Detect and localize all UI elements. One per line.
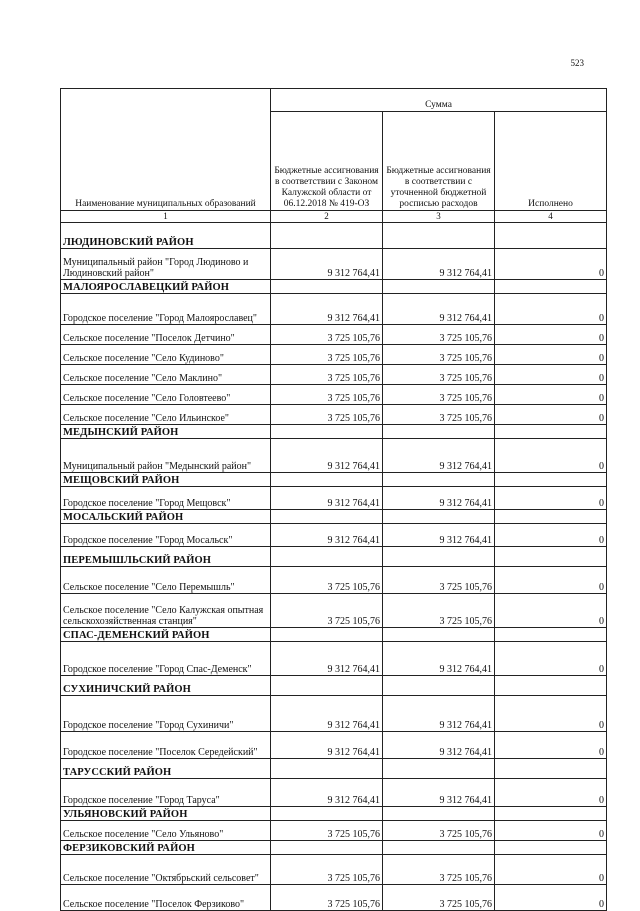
municipality-name: Сельское поселение "Село Маклино" [61,365,271,385]
revised-allocation-value: 9 312 764,41 [383,487,495,510]
table-row [61,855,607,885]
law-allocation-value: 3 725 105,76 [271,594,383,628]
municipality-name: Муниципальный район "Город Людиново и Людиновский район" [61,249,271,280]
table-row [61,385,607,405]
table-row [61,249,607,280]
executed-value: 0 [495,487,607,510]
municipality-name: Городское поселение "Поселок Середейский" [61,732,271,759]
table-row [61,821,607,841]
district-name: ФЕРЗИКОВСКИЙ РАЙОН [61,841,271,855]
executed-value: 0 [495,821,607,841]
empty-cell [271,223,383,249]
empty-cell [383,807,495,821]
executed-value: 0 [495,594,607,628]
revised-allocation-value: 9 312 764,41 [383,732,495,759]
executed-value: 0 [495,405,607,425]
municipality-name: Сельское поселение "Село Ильинское" [61,405,271,425]
empty-cell [271,628,383,642]
empty-cell [271,280,383,294]
table-row [61,779,607,807]
table-row [61,885,607,911]
empty-cell [271,510,383,524]
law-allocation-value: 3 725 105,76 [271,821,383,841]
empty-cell [495,807,607,821]
empty-cell [383,841,495,855]
law-allocation-value: 3 725 105,76 [271,365,383,385]
law-allocation-value: 9 312 764,41 [271,294,383,325]
law-allocation-value: 9 312 764,41 [271,487,383,510]
revised-allocation-value: 3 725 105,76 [383,885,495,911]
municipality-name: Муниципальный район "Медынский район" [61,439,271,473]
district-row [61,547,607,567]
law-allocation-value: 9 312 764,41 [271,249,383,280]
empty-cell [495,425,607,439]
district-name: МЕДЫНСКИЙ РАЙОН [61,425,271,439]
executed-value: 0 [495,732,607,759]
table-row [61,405,607,425]
revised-allocation-value: 3 725 105,76 [383,365,495,385]
empty-cell [271,759,383,779]
municipality-name: Сельское поселение "Октябрьский сельсовет" [61,855,271,885]
empty-cell [271,676,383,696]
empty-cell [383,676,495,696]
executed-value: 0 [495,567,607,594]
revised-allocation-value: 3 725 105,76 [383,385,495,405]
empty-cell [495,473,607,487]
law-allocation-value: 3 725 105,76 [271,855,383,885]
header-revised-allocations: Бюджетные ассигнования в соответствии с уточненной бюджетной росписью расходов [383,112,495,211]
empty-cell [271,473,383,487]
table-row [61,487,607,510]
district-name: МОСАЛЬСКИЙ РАЙОН [61,510,271,524]
executed-value: 0 [495,439,607,473]
empty-cell [383,759,495,779]
executed-value: 0 [495,779,607,807]
executed-value: 0 [495,249,607,280]
law-allocation-value: 3 725 105,76 [271,405,383,425]
law-allocation-value: 3 725 105,76 [271,325,383,345]
executed-value: 0 [495,325,607,345]
revised-allocation-value: 3 725 105,76 [383,855,495,885]
executed-value: 0 [495,855,607,885]
municipality-name: Сельское поселение "Село Головтеево" [61,385,271,405]
law-allocation-value: 9 312 764,41 [271,779,383,807]
law-allocation-value: 9 312 764,41 [271,439,383,473]
revised-allocation-value: 9 312 764,41 [383,249,495,280]
district-row [61,841,607,855]
empty-cell [271,807,383,821]
district-row [61,628,607,642]
district-row [61,759,607,779]
table-body [61,223,607,911]
empty-cell [495,510,607,524]
revised-allocation-value: 3 725 105,76 [383,345,495,365]
revised-allocation-value: 3 725 105,76 [383,405,495,425]
municipality-name: Городское поселение "Город Таруса" [61,779,271,807]
municipality-name: Городское поселение "Город Малоярославец" [61,294,271,325]
empty-cell [383,510,495,524]
empty-cell [495,280,607,294]
empty-cell [495,223,607,249]
municipality-name: Сельское поселение "Поселок Ферзиково" [61,885,271,911]
revised-allocation-value: 9 312 764,41 [383,294,495,325]
municipality-name: Сельское поселение "Поселок Детчино" [61,325,271,345]
district-row [61,510,607,524]
table-row [61,642,607,676]
revised-allocation-value: 9 312 764,41 [383,696,495,732]
executed-value: 0 [495,294,607,325]
empty-cell [383,280,495,294]
empty-cell [383,628,495,642]
law-allocation-value: 9 312 764,41 [271,732,383,759]
table-row [61,365,607,385]
district-name: ПЕРЕМЫШЛЬСКИЙ РАЙОН [61,547,271,567]
district-name: СПАС-ДЕМЕНСКИЙ РАЙОН [61,628,271,642]
district-name: ТАРУССКИЙ РАЙОН [61,759,271,779]
table-row [61,439,607,473]
empty-cell [495,628,607,642]
executed-value: 0 [495,885,607,911]
municipality-name: Городское поселение "Город Мосальск" [61,524,271,547]
table-row [61,732,607,759]
district-name: МАЛОЯРОСЛАВЕЦКИЙ РАЙОН [61,280,271,294]
executed-value: 0 [495,642,607,676]
district-row [61,425,607,439]
column-number-1: 1 [61,211,271,223]
municipality-name: Сельское поселение "Село Калужская опытная сельскохозяйственная станция" [61,594,271,628]
law-allocation-value: 3 725 105,76 [271,885,383,911]
table-row [61,524,607,547]
empty-cell [383,223,495,249]
revised-allocation-value: 9 312 764,41 [383,439,495,473]
column-number-3: 3 [383,211,495,223]
empty-cell [271,547,383,567]
empty-cell [495,759,607,779]
law-allocation-value: 9 312 764,41 [271,696,383,732]
executed-value: 0 [495,524,607,547]
law-allocation-value: 9 312 764,41 [271,642,383,676]
empty-cell [383,473,495,487]
executed-value: 0 [495,385,607,405]
law-allocation-value: 3 725 105,76 [271,345,383,365]
header-municipality: Наименование муниципальных образований [61,89,271,211]
executed-value: 0 [495,345,607,365]
revised-allocation-value: 9 312 764,41 [383,524,495,547]
empty-cell [383,547,495,567]
empty-cell [495,547,607,567]
law-allocation-value: 3 725 105,76 [271,385,383,405]
table-row [61,345,607,365]
executed-value: 0 [495,696,607,732]
district-row [61,280,607,294]
revised-allocation-value: 9 312 764,41 [383,642,495,676]
law-allocation-value: 3 725 105,76 [271,567,383,594]
municipality-name: Сельское поселение "Село Ульяново" [61,821,271,841]
column-number-4: 4 [495,211,607,223]
district-name: ЛЮДИНОВСКИЙ РАЙОН [61,223,271,249]
district-name: МЕЩОВСКИЙ РАЙОН [61,473,271,487]
municipality-name: Городское поселение "Город Сухиничи" [61,696,271,732]
table-row [61,567,607,594]
revised-allocation-value: 9 312 764,41 [383,779,495,807]
page-number: 523 [570,58,584,68]
header-sum: Сумма [271,89,607,112]
header-executed: Исполнено [495,112,607,211]
table-row [61,294,607,325]
table-row [61,594,607,628]
law-allocation-value: 9 312 764,41 [271,524,383,547]
revised-allocation-value: 3 725 105,76 [383,594,495,628]
district-row [61,676,607,696]
executed-value: 0 [495,365,607,385]
municipality-name: Сельское поселение "Село Перемышль" [61,567,271,594]
empty-cell [383,425,495,439]
empty-cell [495,841,607,855]
municipality-name: Городское поселение "Город Спас-Деменск" [61,642,271,676]
revised-allocation-value: 3 725 105,76 [383,325,495,345]
municipality-name: Сельское поселение "Село Кудиново" [61,345,271,365]
revised-allocation-value: 3 725 105,76 [383,821,495,841]
district-row [61,473,607,487]
column-number-2: 2 [271,211,383,223]
district-row [61,223,607,249]
empty-cell [271,841,383,855]
header-law-allocations: Бюджетные ассигнования в соответствии с Законом Калужской области от 06.12.2018 № 419-ОЗ [271,112,383,211]
table-row [61,325,607,345]
empty-cell [271,425,383,439]
empty-cell [495,676,607,696]
district-name: УЛЬЯНОВСКИЙ РАЙОН [61,807,271,821]
district-name: СУХИНИЧСКИЙ РАЙОН [61,676,271,696]
district-row [61,807,607,821]
budget-table [60,88,607,911]
table-row [61,696,607,732]
municipality-name: Городское поселение "Город Мещовск" [61,487,271,510]
revised-allocation-value: 3 725 105,76 [383,567,495,594]
